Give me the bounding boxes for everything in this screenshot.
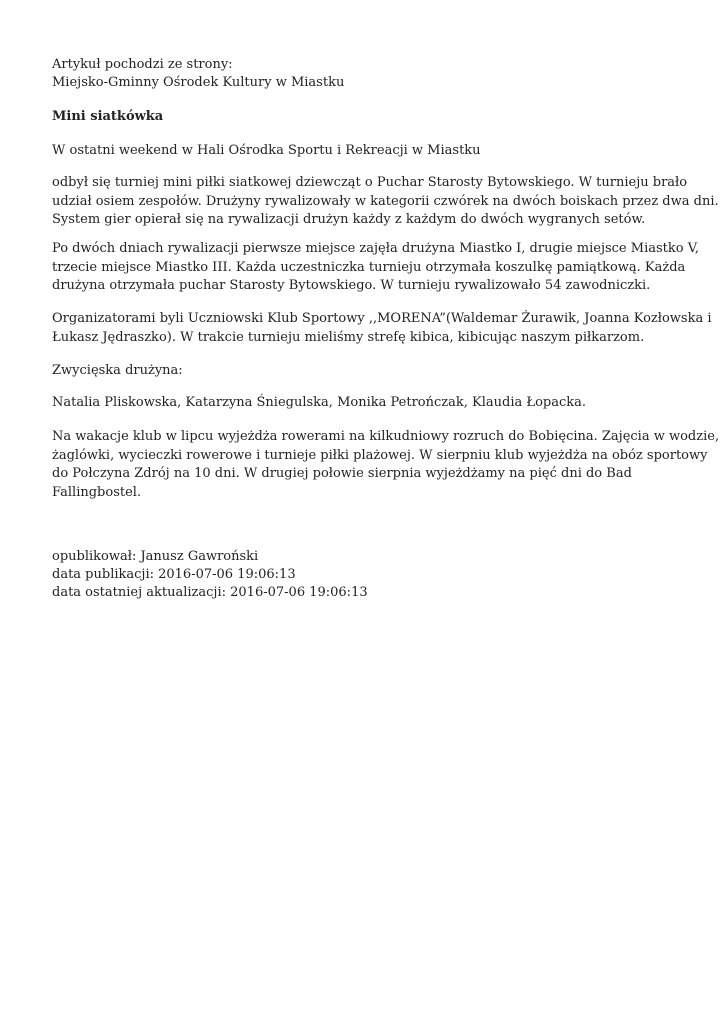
article-title: Mini siatkówka xyxy=(52,109,164,124)
paragraph-line: System gier opierał się na rywalizacji drużyn każdy z każdym do dwóch wygranych setów. xyxy=(52,212,646,227)
article-paragraph-5 xyxy=(52,362,183,381)
paragraph-line: Natalia Pliskowska, Katarzyna Śniegulska, Monika Petrończak, Klaudia Łopacka. xyxy=(52,395,587,410)
updated-date: data ostatniej aktualizacji: 2016-07-06 19:06:13 xyxy=(52,585,368,600)
article-paragraph-1 xyxy=(52,142,481,161)
paragraph-line: Organizatorami byli Uczniowski Klub Sportowy ,,MORENA”(Waldemar Żurawik, Joanna Kozłowska i xyxy=(52,311,712,326)
article-paragraph-6 xyxy=(52,394,586,413)
source-label: Artykuł pochodzi ze strony: xyxy=(52,57,233,72)
paragraph-line: W ostatni weekend w Hali Ośrodka Sportu i Rekreacji w Miastku xyxy=(52,143,481,158)
paragraph-line: drużyna otrzymała puchar Starosty Bytowskiego. W turnieju rywalizowało 54 zawodniczki. xyxy=(52,278,651,293)
article-paragraph-4 xyxy=(52,310,712,347)
paragraph-line: Na wakacje klub w lipcu wyjeżdża rowerami na kilkudniowy rozruch do Bobięcina. Zajęcia w wodzie, xyxy=(52,429,720,444)
paragraph-line: Zwycięska drużyna: xyxy=(52,363,183,378)
paragraph-line: Po dwóch dniach rywalizacji pierwsze miejsce zajęła drużyna Miastko I, drugie miejsce Miastko V, xyxy=(52,241,699,256)
paragraph-line: żaglówki, wycieczki rowerowe i turnieje piłki plażowej. W sierpniu klub wyjeżdża na obóz sportowy xyxy=(52,447,708,463)
paragraph-line: udział osiem zespołów. Drużyny rywalizowały w kategorii czwórek na dwóch boiskach przez dwa dni. xyxy=(52,193,719,209)
paragraph-line: do Połczyna Zdrój na 10 dni. W drugiej połowie sierpnia wyjeżdżamy na pięć dni do Bad xyxy=(52,466,632,481)
paragraph-line: trzecie miejsce Miastko III. Każda uczestniczka turnieju otrzymała koszulkę pamiątkową. Każda xyxy=(52,259,686,275)
paragraph-line: Łukasz Jędraszko). W trakcie turnieju mieliśmy strefę kibica, kibicując naszym piłkarzom. xyxy=(52,329,645,345)
article-paragraph-7 xyxy=(52,428,719,502)
paragraph-line: odbył się turniej mini piłki siatkowej dziewcząt o Puchar Starosty Bytowskiego. W turnieju brało xyxy=(52,175,688,190)
article-paragraph-3 xyxy=(52,240,699,296)
paragraph-line: Fallingbostel. xyxy=(52,484,142,500)
publication-meta xyxy=(52,548,368,602)
published-by: opublikował: Janusz Gawroński xyxy=(52,549,259,564)
source-header xyxy=(52,56,344,92)
published-date: data publikacji: 2016-07-06 19:06:13 xyxy=(52,567,296,582)
source-name: Miejsko-Gminny Ośrodek Kultury w Miastku xyxy=(52,75,345,90)
article-paragraph-2 xyxy=(52,174,719,230)
